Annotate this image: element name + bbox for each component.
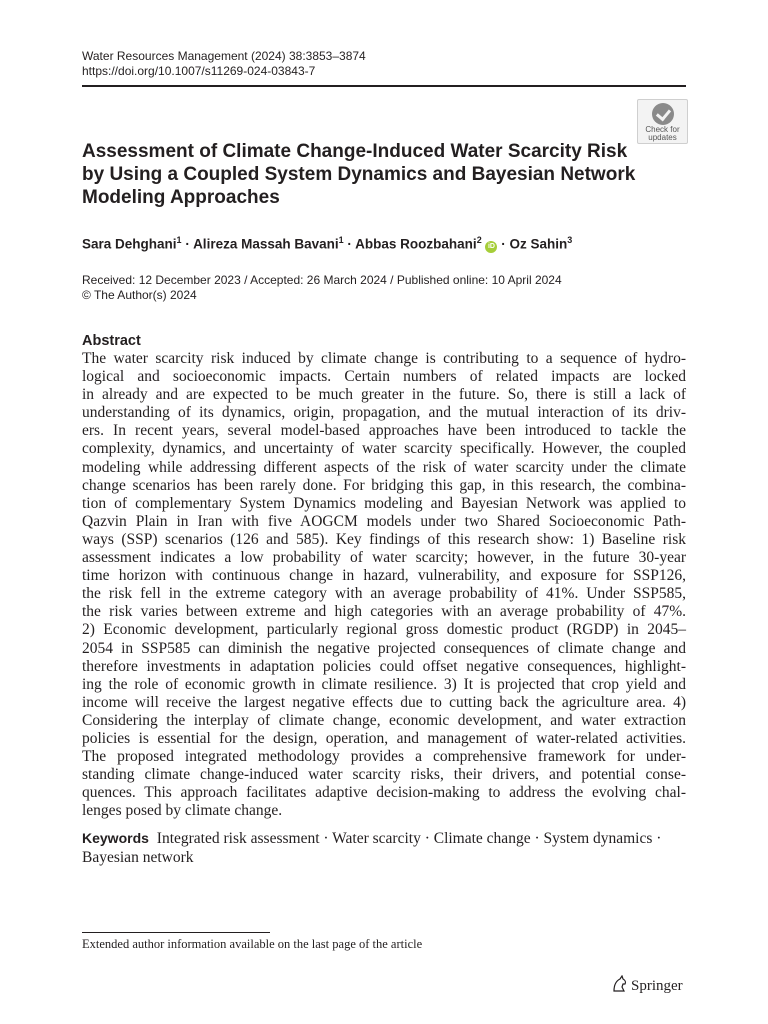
abstract-line: logical and socioeconomic impacts. Certain numbers of related impacts are locked (82, 368, 686, 386)
author-affiliation: 1 (338, 235, 344, 245)
abstract-line: The proposed integrated methodology provides a comprehensive framework for under- (82, 748, 686, 766)
abstract-line: Qazvin Plain in Iran with five AOGCM models under two Shared Socioeconomic Path- (82, 512, 686, 530)
author-name[interactable]: Oz Sahin (509, 236, 568, 252)
abstract-line: understanding of its dynamics, origin, propagation, and the mutual interaction of its driv- (82, 404, 686, 422)
springer-horse-icon (611, 975, 627, 993)
check-icon (652, 103, 674, 125)
abstract-line: ing the role of economic growth in climate resilience. 3) It is projected that crop yield and (82, 675, 686, 693)
abstract-line: assessment indicates a low probability of water scarcity; however, in the future 30-year (82, 549, 686, 567)
badge-line-2: updates (648, 133, 677, 142)
author-name[interactable]: Abbas Roozbahani (355, 236, 477, 252)
keywords-list: Integrated risk assessment · Water scarcity · Climate change · System dynamics · Bayesian network (82, 830, 662, 866)
abstract-line: modeling while addressing different aspects of the risk of water scarcity under the climate (82, 458, 686, 476)
abstract-line: complexity, dynamics, and uncertainty of water scarcity specifically. However, the coupled (82, 440, 686, 458)
abstract-line: in already and are expected to be much greater in the future. So, there is still a lack of (82, 386, 686, 404)
abstract-line: lenges posed by climate change. (82, 802, 283, 820)
author-name[interactable]: Alireza Massah Bavani (193, 236, 339, 252)
article-title: Assessment of Climate Change-Induced Water Scarcity Risk by Using a Coupled System Dynamics and Bayesian Network Modeling Approaches (82, 141, 636, 208)
article-dates (82, 273, 562, 303)
abstract-line: standing climate change-induced water scarcity risks, their drivers, and potential conse- (82, 766, 686, 784)
doi-link[interactable]: https://doi.org/10.1007/s11269-024-03843-7 (82, 64, 316, 78)
abstract-heading: Abstract (82, 333, 141, 349)
author-name[interactable]: Sara Dehghani (82, 236, 177, 252)
author-info-footnote: Extended author information available on the last page of the article (82, 937, 423, 951)
footnote-rule (82, 932, 270, 933)
abstract-line: the risk varies between extreme and high categories with an average probability of 47%. (82, 603, 686, 621)
publisher-name: Springer (631, 978, 683, 994)
abstract-line: ways (SSP) scenarios (126 and 585). Key findings of this research show: 1) Baseline risk (82, 530, 686, 548)
keywords-heading: Keywords (82, 830, 149, 846)
abstract-line: The water scarcity risk induced by climate change is contributing to a sequence of hydro- (82, 350, 686, 367)
abstract-line: the risk fell in the extreme category with an average probability of 41%. Under SSP585, (82, 585, 686, 603)
springer-logo (611, 975, 683, 995)
abstract-line: income will receive the largest negative effects due to cutting back the agriculture area. 4) (82, 693, 686, 711)
copyright-notice: © The Author(s) 2024 (82, 288, 197, 302)
check-for-updates-badge[interactable] (637, 99, 688, 144)
badge-line-1: Check for (645, 125, 680, 134)
abstract-line: policies is essential for the design, operation, and management of water-related activities. (82, 729, 686, 747)
journal-citation: Water Resources Management (2024) 38:3853–3874 (82, 49, 366, 63)
abstract-line: change scenarios has been rarely done. For bridging this gap, in this research, the combina- (82, 476, 686, 494)
abstract-line: ers. In recent years, several model-based approaches have been introduced to tackle the (82, 422, 686, 440)
abstract-line: Considering the interplay of climate change, economic development, and water extraction (82, 711, 686, 729)
author-affiliation: 1 (176, 235, 182, 245)
author-list: Sara Dehghani$^1$ · Alireza Massah Bavani$^1$ · Abbas Roozbahani$^2$ iD · Oz Sahin$^3$ (82, 235, 573, 252)
abstract-line: 2054 in SSP585 can diminish the negative projected consequences of climate change and (82, 639, 686, 657)
abstract-body (82, 350, 686, 820)
header-rule (82, 85, 686, 87)
abstract-line: time horizon with continuous change in hazard, vulnerability, and exposure for SSP126, (82, 567, 686, 585)
abstract-line: quences. This approach facilitates adaptive decision-making to address the evolving chal- (82, 784, 686, 802)
orcid-icon[interactable]: iD (485, 241, 497, 253)
journal-header (82, 49, 366, 79)
abstract-line: therefore investments in adaptation policies could offset negative consequences, highlight- (82, 657, 686, 675)
abstract-line: tion of complementary System Dynamics modeling and Bayesian Network was applied to (82, 494, 686, 512)
abstract-line: 2) Economic development, particularly regional gross domestic product (RGDP) in 2045– (82, 621, 686, 639)
publication-history: Received: 12 December 2023 / Accepted: 26 March 2024 / Published online: 10 April 2024 (82, 273, 562, 287)
author-affiliation: 3 (567, 235, 573, 245)
author-affiliation: 2 (476, 235, 482, 245)
keywords-block (82, 829, 686, 867)
